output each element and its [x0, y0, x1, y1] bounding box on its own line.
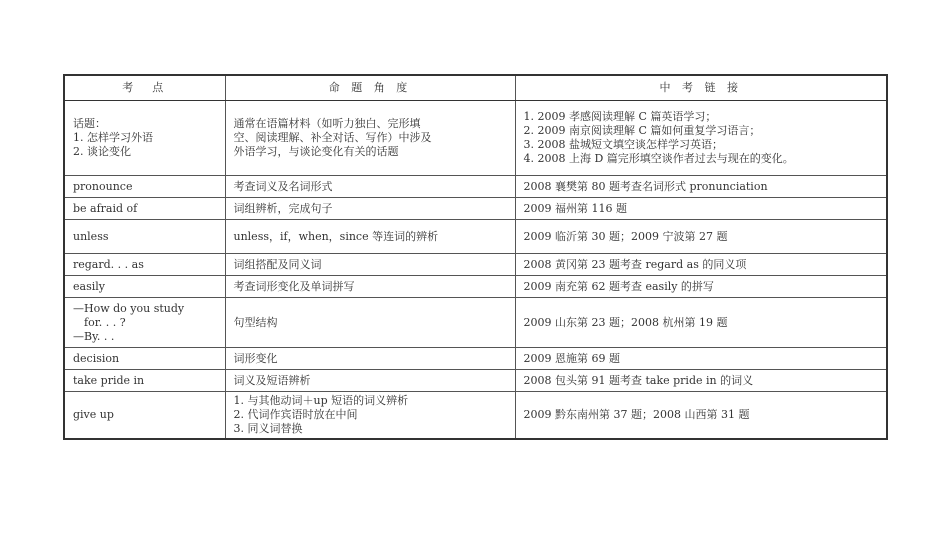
question-angle-cell: [225, 298, 515, 348]
question-angle-cell: [225, 348, 515, 370]
table-row: [64, 176, 887, 198]
exam-point-cell: [64, 176, 225, 198]
exam-point-cell: [64, 348, 225, 370]
cell-line: —How do you study: [73, 301, 185, 315]
table-row: [64, 254, 887, 276]
cell-line: 4. 2008 上海 D 篇完形填空谈作者过去与现在的变化。: [523, 152, 794, 165]
cell-line: for. . . ?: [73, 315, 126, 329]
question-angle-cell: [225, 101, 515, 176]
cell-line: 2009 山东第 23 题；2008 杭州第 19 题: [523, 315, 728, 329]
cell-line: —By. . .: [73, 329, 115, 343]
exam-point-cell: [64, 101, 225, 176]
table-row: [64, 276, 887, 298]
question-angle-cell: [225, 254, 515, 276]
header-question-angle: 命 题 角 度: [225, 75, 515, 101]
cell-line: 2. 代词作宾语时放在中间: [233, 408, 358, 421]
cell-line: decision: [73, 351, 120, 365]
cell-line: be afraid of: [73, 201, 138, 215]
exam-link-cell: [515, 348, 887, 370]
exam-link-cell: [515, 370, 887, 392]
table-row: [64, 348, 887, 370]
question-angle-cell: [225, 370, 515, 392]
cell-line: 考查词义及名词形式: [233, 179, 333, 193]
exam-link-cell: [515, 392, 887, 440]
cell-line: 3. 同义词替换: [233, 422, 303, 435]
cell-line: 句型结构: [233, 315, 278, 329]
exam-link-cell: [515, 276, 887, 298]
exam-link-cell: [515, 220, 887, 254]
cell-line: 通常在语篇材料（如听力独白、完形填: [233, 117, 421, 130]
cell-line: unless，if，when，since 等连词的辨析: [233, 229, 439, 243]
exam-point-cell: [64, 298, 225, 348]
exam-point-cell: [64, 276, 225, 298]
cell-line: 词组辨析，完成句子: [233, 201, 333, 215]
cell-line: 2. 2009 南京阅读理解 C 篇如何重复学习语言；: [523, 124, 761, 137]
cell-line: 2009 黔东南州第 37 题；2008 山西第 31 题: [523, 408, 750, 421]
cell-line: pronounce: [73, 179, 133, 193]
table-row: [64, 101, 887, 176]
exam-link-cell: [515, 254, 887, 276]
cell-line: 空、阅读理解、补全对话、写作）中涉及: [233, 131, 432, 144]
header-exam-links: 中 考 链 接: [515, 75, 887, 101]
table-row: [64, 220, 887, 254]
cell-line: 1. 与其他动词＋up 短语的词义辨析: [233, 394, 409, 407]
question-angle-cell: [225, 392, 515, 440]
cell-line: easily: [73, 279, 105, 293]
question-angle-cell: [225, 176, 515, 198]
cell-line: 词义及短语辨析: [233, 373, 311, 387]
exam-point-cell: [64, 392, 225, 440]
question-angle-cell: [225, 220, 515, 254]
cell-line: 2008 襄樊第 80 题考查名词形式 pronunciation: [523, 179, 768, 193]
cell-line: 外语学习，与谈论变化有关的话题: [233, 145, 399, 158]
cell-line: 3. 2008 盐城短文填空谈怎样学习英语；: [523, 138, 723, 151]
table-row: [64, 392, 887, 440]
cell-line: 2009 福州第 116 题: [523, 201, 627, 215]
cell-line: 词组搭配及同义词: [233, 257, 322, 271]
exam-link-cell: [515, 298, 887, 348]
cell-line: 2009 南充第 62 题考查 easily 的拼写: [523, 279, 714, 293]
cell-line: 2009 临沂第 30 题；2009 宁波第 27 题: [523, 229, 728, 243]
exam-link-cell: [515, 198, 887, 220]
cell-line: take pride in: [73, 373, 145, 387]
exam-point-cell: [64, 254, 225, 276]
exam-link-cell: [515, 101, 887, 176]
cell-line: 2009 恩施第 69 题: [523, 351, 620, 365]
cell-line: 话题：: [73, 117, 106, 130]
cell-line: 2008 包头第 91 题考查 take pride in 的词义: [523, 373, 754, 387]
question-angle-cell: [225, 276, 515, 298]
exam-link-cell: [515, 176, 887, 198]
cell-line: 2008 黄冈第 23 题考查 regard as 的同义项: [523, 257, 747, 271]
cell-line: regard. . . as: [73, 257, 144, 271]
exam-points-table: [63, 74, 888, 440]
table-row: [64, 198, 887, 220]
cell-line: 2. 谈论变化: [73, 145, 131, 158]
cell-line: 词形变化: [233, 351, 278, 365]
cell-line: 考查词形变化及单词拼写: [233, 279, 355, 293]
header-exam-point: 考 点: [64, 75, 225, 101]
cell-line: give up: [73, 408, 114, 421]
table-row: [64, 298, 887, 348]
exam-point-cell: [64, 370, 225, 392]
table-row: [64, 370, 887, 392]
cell-line: unless: [73, 229, 109, 243]
question-angle-cell: [225, 198, 515, 220]
exam-point-cell: [64, 220, 225, 254]
header-row: [64, 75, 887, 101]
exam-point-cell: [64, 198, 225, 220]
cell-line: 1. 2009 孝感阅读理解 C 篇英语学习；: [523, 110, 717, 123]
cell-line: 1. 怎样学习外语: [73, 131, 153, 144]
